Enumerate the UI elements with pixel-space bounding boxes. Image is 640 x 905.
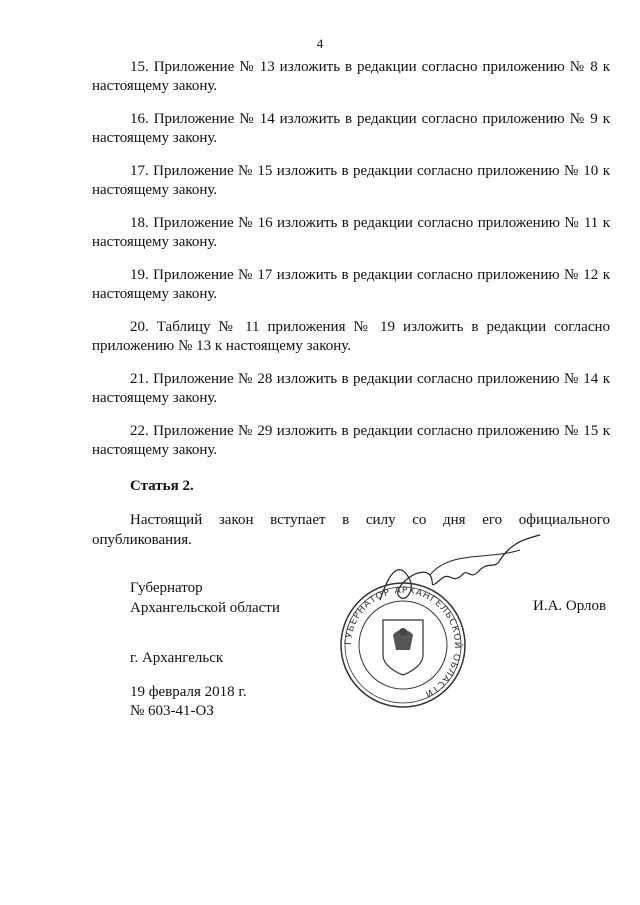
seal-ring-text: ГУБЕРНАТОР АРХАНГЕЛЬСКОЙ ОБЛАСТИ	[343, 585, 463, 699]
list-item: 17. Приложение № 15 изложить в редакции согласно приложению № 10 к настоящему закону.	[92, 163, 610, 198]
list-item: 19. Приложение № 17 изложить в редакции согласно приложению № 12 к настоящему закону.	[92, 267, 610, 302]
official-seal	[338, 580, 468, 710]
list-item: 22. Приложение № 29 изложить в редакции согласно приложению № 15 к настоящему закону.	[92, 423, 610, 458]
list-item: 15. Приложение № 13 изложить в редакции согласно приложению № 8 к настоящему закону.	[92, 59, 610, 94]
list-item: 16. Приложение № 14 изложить в редакции согласно приложению № 9 к настоящему закону.	[92, 111, 610, 146]
list-item: 21. Приложение № 28 изложить в редакции согласно приложению № 14 к настоящему закону.	[92, 371, 610, 406]
signatory-title-line2: Архангельской области	[130, 600, 280, 616]
signatory-title-line1: Губернатор	[130, 580, 203, 596]
list-item: 20. Таблицу № 11 приложения № 19 изложить в редакции согласно приложению № 13 к настоящему закону.	[92, 319, 610, 354]
signatory-name: И.А. Орлов	[533, 598, 607, 614]
law-number: № 603-41-ОЗ	[130, 703, 214, 719]
city: г. Архангельск	[130, 650, 224, 666]
list-item: 18. Приложение № 16 изложить в редакции согласно приложению № 11 к настоящему закону.	[92, 215, 610, 250]
page-number: 4	[316, 36, 324, 51]
article-text: Настоящий закон вступает в силу со дня его официального опубликования.	[92, 512, 610, 548]
date-block	[130, 683, 247, 721]
article-heading: Статья 2.	[130, 478, 194, 494]
amendment-list	[92, 58, 610, 474]
signatory-title	[130, 578, 280, 618]
signing-date: 19 февраля 2018 г.	[130, 684, 247, 700]
